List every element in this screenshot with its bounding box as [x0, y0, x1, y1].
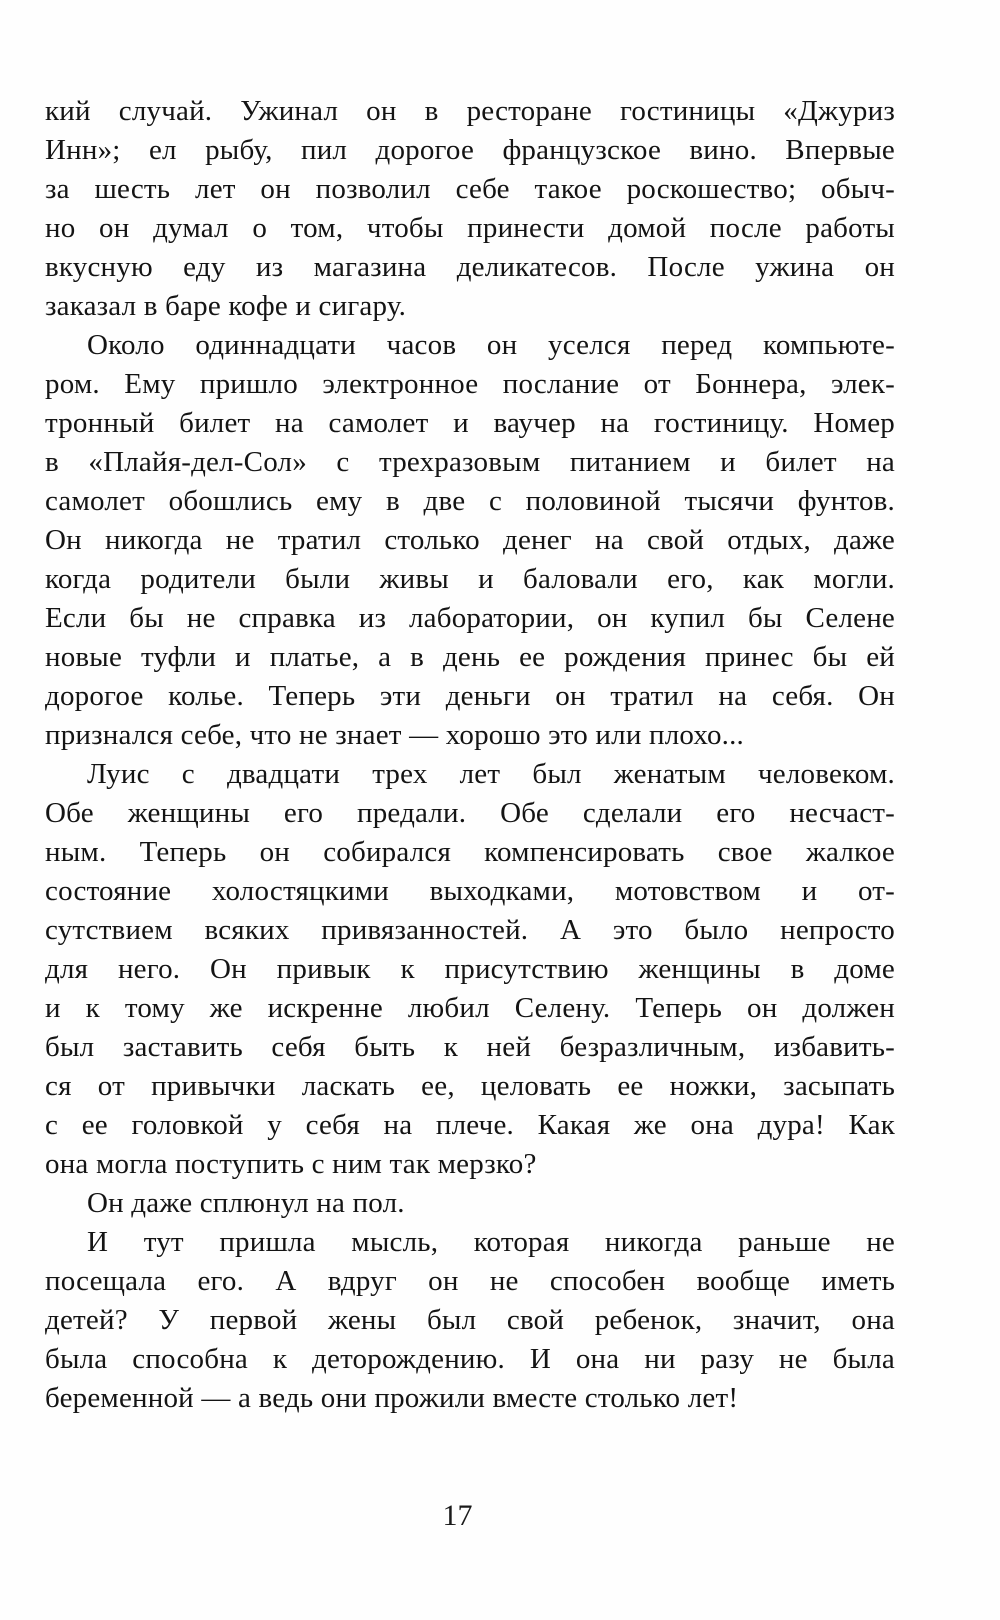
text-line: дорогое колье. Теперь эти деньги он тратил на себя. Он	[45, 680, 895, 712]
text-line: состояние холостяцкими выходками, мотовством и от-	[45, 875, 895, 907]
text-line: но он думал о том, чтобы принести домой после работы	[45, 212, 895, 244]
text-line: ром. Ему пришло электронное послание от Боннера, элек-	[45, 368, 895, 400]
text-line: была способна к деторождению. И она ни разу не была	[45, 1343, 895, 1375]
text-line: с ее головкой у себя на плече. Какая же она дура! Как	[45, 1109, 895, 1141]
text-line: Инн»; ел рыбу, пил дорогое французское вино. Впервые	[45, 134, 895, 166]
text-line: ным. Теперь он собирался компенсировать свое жалкое	[45, 836, 895, 868]
page-number: 17	[442, 1499, 473, 1532]
text-line: был заставить себя быть к ней безразличным, избавить-	[45, 1031, 895, 1063]
text-line: вкусную еду из магазина деликатесов. После ужина он	[45, 251, 895, 283]
text-line: И тут пришла мысль, которая никогда раньше не	[87, 1226, 895, 1258]
text-line: посещала его. А вдруг он не способен вообще иметь	[45, 1265, 895, 1297]
text-line: Обе женщины его предали. Обе сделали его несчаст-	[45, 797, 895, 829]
paragraph	[45, 92, 895, 326]
text-line: и к тому же искренне любил Селену. Теперь он должен	[45, 992, 895, 1024]
text-line: признался себе, что не знает — хорошо это или плохо...	[45, 719, 745, 751]
text-line: за шесть лет он позволил себе такое роскошество; обыч-	[45, 173, 895, 205]
paragraph	[45, 1223, 895, 1418]
text-line: заказал в баре кофе и сигару.	[45, 290, 407, 322]
paragraph	[45, 326, 895, 755]
text-line: для него. Он привык к присутствию женщины в доме	[45, 953, 895, 985]
text-line: когда родители были живы и баловали его, как могли.	[45, 563, 895, 595]
text-line: Он даже сплюнул на пол.	[87, 1187, 405, 1219]
text-line: ся от привычки ласкать ее, целовать ее ножки, засыпать	[45, 1070, 895, 1102]
text-block	[45, 92, 895, 1418]
text-line: тронный билет на самолет и ваучер на гостиницу. Номер	[45, 407, 895, 439]
text-line: Если бы не справка из лаборатории, он купил бы Селене	[45, 602, 895, 634]
text-line: кий случай. Ужинал он в ресторане гостиницы «Джуриз	[45, 95, 895, 127]
paragraph	[45, 1184, 895, 1223]
text-line: самолет обошлись ему в две с половиной тысячи фунтов.	[45, 485, 895, 517]
text-line: детей? У первой жены был свой ребенок, значит, она	[45, 1304, 895, 1336]
text-line: сутствием всяких привязанностей. А это было непросто	[45, 914, 895, 946]
text-line: Он никогда не тратил столько денег на свой отдых, даже	[45, 524, 895, 556]
text-line: Около одиннадцати часов он уселся перед компьюте-	[87, 329, 895, 361]
text-line: беременной — а ведь они прожили вместе столько лет!	[45, 1382, 739, 1414]
text-line: она могла поступить с ним так мерзко?	[45, 1148, 537, 1180]
text-line: новые туфли и платье, а в день ее рождения принес бы ей	[45, 641, 895, 673]
paragraph	[45, 755, 895, 1184]
text-line: Луис с двадцати трех лет был женатым человеком.	[87, 758, 895, 790]
text-line: в «Плайя-дел-Сол» с трехразовым питанием и билет на	[45, 446, 895, 478]
